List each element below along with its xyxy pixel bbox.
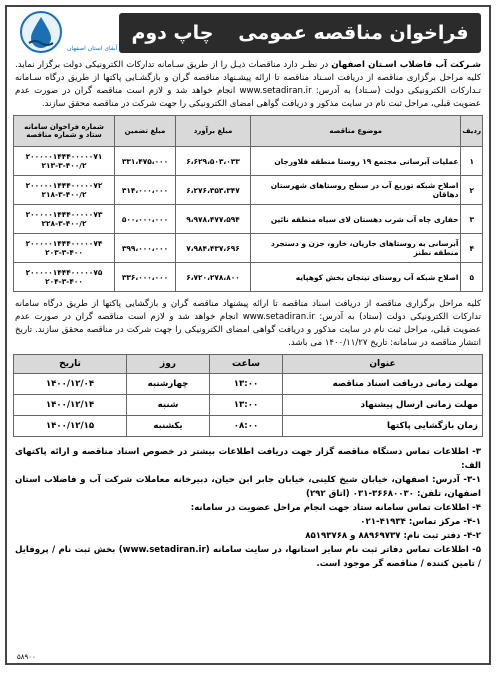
sched-time: ۰۸:۰۰ — [210, 416, 283, 437]
row-subject: حفاری چاه آب شرب دهستان لای سیاه منطقه نائین — [251, 205, 461, 234]
sched-day: یکشنبه — [127, 416, 210, 437]
row-no: ۳ — [461, 205, 483, 234]
contact-line: ۳- اطلاعات تماس دستگاه مناقصه گزار جهت دریافت اطلاعات بیشتر در خصوص اسناد مناقصه و ارائه پاکتهای الف: — [15, 447, 481, 471]
row-no: ۵ — [461, 263, 483, 292]
water-company-logo-icon — [15, 9, 67, 55]
row-no: ۱ — [461, 147, 483, 176]
sched-col-title: عنوان — [283, 355, 483, 374]
sched-day: چهارشنبه — [127, 374, 210, 395]
row-guarantee: ۳۳۶،۰۰۰،۰۰۰ — [115, 263, 176, 292]
row-code: ۲۰۰۰۰۰۱۴۴۴۰۰۰۰۰۷۲ ۲۱۸-۳-۴۰۰/۲ — [14, 176, 115, 205]
row-code: ۲۰۰۰۰۰۱۴۴۴۰۰۰۰۰۷۱ ۲۱۳-۳-۴۰۰/۲ — [14, 147, 115, 176]
row-no: ۴ — [461, 234, 483, 263]
col-no: ردیف — [461, 116, 483, 147]
schedule-row — [14, 395, 483, 416]
title-bar — [119, 13, 481, 53]
contact-line: ۳-۱- آدرس: اصفهان، خیابان شیخ کلینی، خیابان جابر ابن حیان، دبیرخانه معاملات شرکت آب و فاضلاب استان اصفهان، تلفن: ۳۶۶۸۰۰۳۰-۰۳۱ (اتاق ۲۹۲) — [15, 475, 481, 499]
sched-title: مهلت زمانی دریافت اسناد مناقصه — [283, 374, 483, 395]
row-no: ۲ — [461, 176, 483, 205]
row-subject: اصلاح شبکه آب روستای تیتجان بخش کوهپایه — [251, 263, 461, 292]
table-row — [14, 263, 483, 292]
col-code: شماره فراخوان سامانه ستاد و شماره مناقصه — [14, 116, 115, 147]
sched-col-date: تاریخ — [14, 355, 127, 374]
row-estimate: ۷،۹۸۴،۴۳۷،۶۹۶ — [176, 234, 251, 263]
row-code: ۲۰۰۰۰۰۱۴۴۴۰۰۰۰۰۷۳ ۲۲۸-۳-۴۰۰/۲ — [14, 205, 115, 234]
contact-line: ۴-۱- مرکز تماس: ۴۱۹۳۴-۰۲۱ — [360, 517, 481, 527]
row-estimate: ۶،۲۷۶،۳۵۳،۳۴۷ — [176, 176, 251, 205]
sched-time: ۱۳:۰۰ — [210, 395, 283, 416]
row-guarantee: ۳۳۱،۴۷۵،۰۰۰ — [115, 147, 176, 176]
schedule-row — [14, 374, 483, 395]
col-estimate: مبلغ برآورد — [176, 116, 251, 147]
contact-line: ۴-۲- دفتر ثبت نام: ۸۸۹۶۹۷۳۷ و ۸۵۱۹۳۷۶۸ — [305, 531, 481, 541]
sched-time: ۱۳:۰۰ — [210, 374, 283, 395]
sched-col-day: روز — [127, 355, 210, 374]
sched-title: مهلت زمانی ارسال پیشنهاد — [283, 395, 483, 416]
row-code: ۲۰۰۰۰۰۱۴۴۴۰۰۰۰۰۷۴ ۲۰۳-۳-۴۰۰ — [14, 234, 115, 263]
sched-title: زمان بازگشایی پاکتها — [283, 416, 483, 437]
intro-text: در نظـر دارد مناقصات ذیـل را از طریق سـامانه تدارکات الکترونیکی دولت برگزار نماید. کلیه مراحل برگزاری مناقصه از دریافت اسـناد مناقصه تا ارائه پیشـنهاد مناقصه گران و بازگشـایی پاکتها از طریق درگاه سـامانه تـدارکات الکترونیکی دولت (سـتاد) به آدرس: www.setadiran.ir انجام خواهد شد و لازم است مناقصه گران در صورت عدم عضویت قبلی، مراحل ثبت نام در سایت مذکور و دریافت گواهی امضای الکترونیکی را جهت شرکت در مناقصه محقق سازند. — [15, 60, 481, 109]
ad-code: ۵۸۹۰۰ — [17, 653, 36, 661]
schedule-table — [13, 354, 483, 437]
notice-title: فراخوان مناقصه عمومی — [238, 22, 469, 44]
table-row — [14, 205, 483, 234]
row-estimate: ۹،۹۷۸،۴۷۷،۵۹۴ — [176, 205, 251, 234]
conditions-paragraph: کلیه مراحل برگزاری مناقصه از دریافت اسناد مناقصه تا ارائه پیشنهاد مناقصه گران و بازگشایی پاکتها از طریق درگاه سامانه تدارکات الکترونیکی دولت (ستاد) به آدرس: www.setadiran.ir انجام خواهد شد و لازم است مناقصه گران در صورت عدم عضویت قبلی، مراحل ثبت نام در سایت مذکور و دریافت گواهی امضای الکترونیکی را جهت شرکت در مناقصه محقق سازند. تاریخ انتشار مناقصه در سامانه: تاریخ ۱۴۰۰/۱۱/۲۷ می باشد. — [15, 299, 481, 348]
notice-header — [7, 7, 489, 57]
row-code: ۲۰۰۰۰۰۱۴۴۴۰۰۰۰۰۷۵ ۲۰۴-۳-۴۰۰ — [14, 263, 115, 292]
row-subject: عملیات آبرسانی مجتمع ۱۹ روستا منطقه فلاورجان — [251, 147, 461, 176]
row-estimate: ۶،۷۲۰،۲۷۸،۸۰۰ — [176, 263, 251, 292]
row-subject: اصلاح شبکه توزیع آب در سطح روستاهای شهرستان دهاقان — [251, 176, 461, 205]
schedule-row — [14, 416, 483, 437]
logo-caption: آبفای استان اصفهان — [67, 45, 118, 52]
company-name: شـرکت آب فاضلاب اسـتان اصفهان — [331, 60, 481, 70]
contact-line: ۴- اطلاعات تماس سامانه ستاد جهت انجام مراحل عضویت در سامانه: — [190, 503, 481, 513]
row-subject: آبرسانی به روستاهای جاریان، خارو، جزن و دستجرد منطقه نطنز — [251, 234, 461, 263]
col-guarantee: مبلغ تضمین — [115, 116, 176, 147]
contact-line: ۵- اطلاعات تماس دفاتر ثبت نام سایر استانها، در سایت سامانه (www.setadiran.ir) بخش ثبت نام / پروفایل / تامین کننده / مناقصه گر موجود است. — [15, 545, 481, 569]
print-badge: چاپ دوم — [131, 22, 214, 44]
sched-date: ۱۴۰۰/۱۲/۱۵ — [14, 416, 127, 437]
intro-paragraph — [7, 57, 489, 111]
sched-col-time: ساعت — [210, 355, 283, 374]
table-row — [14, 234, 483, 263]
contact-info — [7, 437, 489, 571]
table-row — [14, 147, 483, 176]
row-estimate: ۶،۶۲۹،۵۰۳،۰۳۳ — [176, 147, 251, 176]
sched-date: ۱۴۰۰/۱۲/۱۴ — [14, 395, 127, 416]
col-subject: موضوع مناقصه — [251, 116, 461, 147]
sched-date: ۱۴۰۰/۱۲/۰۴ — [14, 374, 127, 395]
table-row — [14, 176, 483, 205]
row-guarantee: ۳۱۴،۰۰۰،۰۰۰ — [115, 176, 176, 205]
row-guarantee: ۳۹۹،۰۰۰،۰۰۰ — [115, 234, 176, 263]
tender-notice — [5, 5, 491, 665]
sched-day: شنبه — [127, 395, 210, 416]
tenders-table — [13, 115, 483, 292]
row-guarantee: ۵۰۰،۰۰۰،۰۰۰ — [115, 205, 176, 234]
